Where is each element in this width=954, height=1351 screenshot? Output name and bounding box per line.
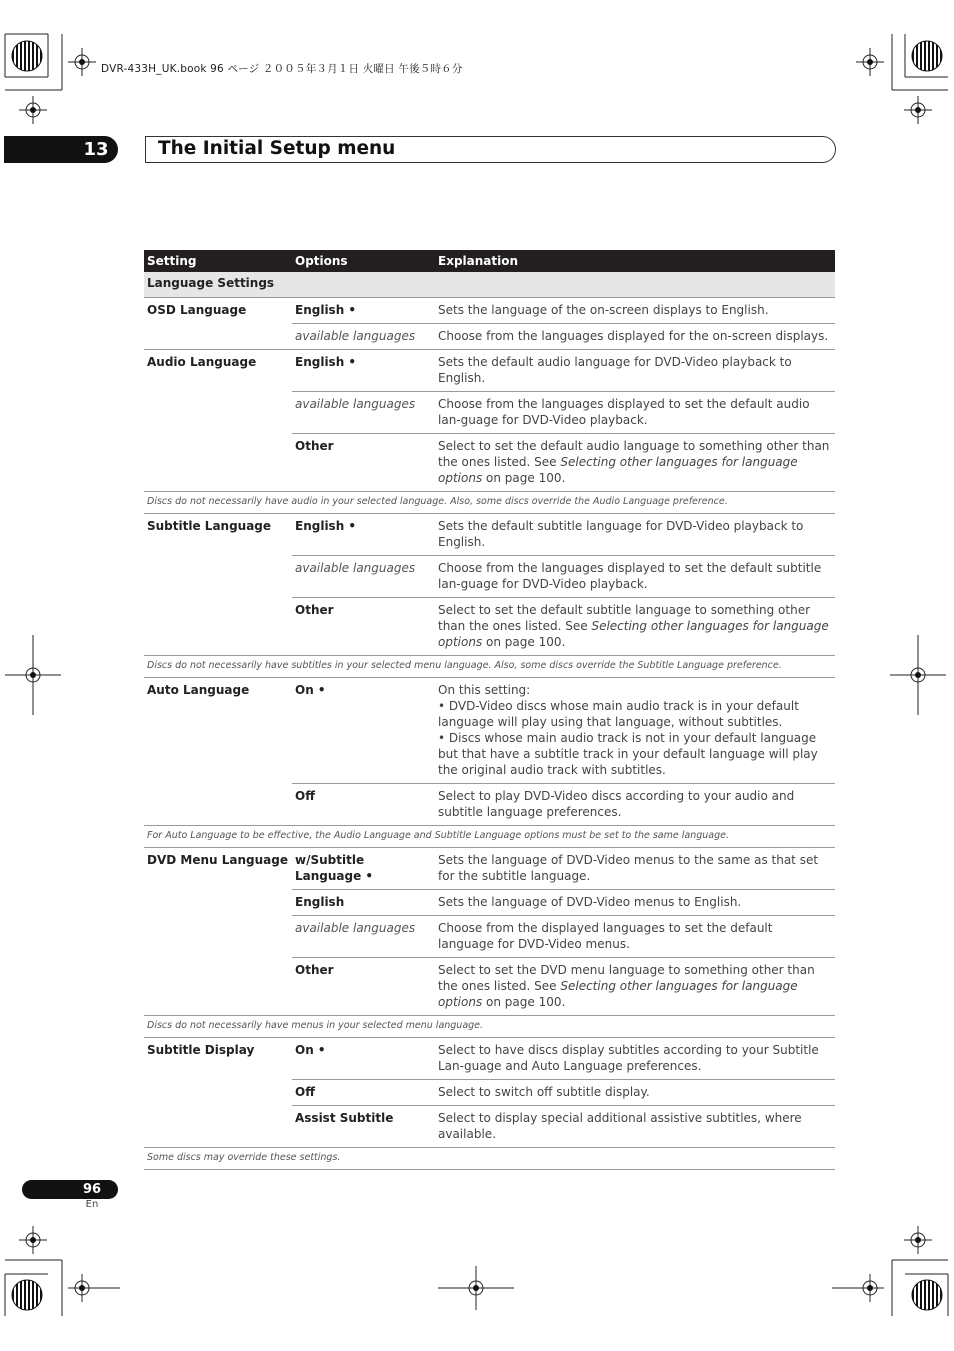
group-note: For Auto Language to be effective, the Audio Language and Subtitle Language options must be set to the same language.: [144, 826, 835, 848]
setting-empty: [144, 392, 292, 434]
header-setting: Setting: [144, 250, 292, 272]
table-row: [144, 1038, 835, 1080]
option-value: Off: [292, 784, 435, 826]
explanation-text: Select to have discs display subtitles according to your Subtitle Lan-guage and Auto Language preferences.: [438, 1043, 819, 1073]
setting-empty: [144, 916, 292, 958]
option-explanation: [435, 392, 835, 434]
table-row: [144, 890, 835, 916]
explanation-text: Select to set the default subtitle language to something other than the ones listed. See: [438, 603, 811, 633]
option-value: On •: [292, 678, 435, 784]
cross-reference: Selecting other languages for language options: [438, 455, 798, 485]
note-row: [144, 1016, 835, 1038]
header-options: Options: [292, 250, 435, 272]
option-explanation: [435, 556, 835, 598]
table-row: [144, 1106, 835, 1148]
table-header-row: [144, 250, 835, 272]
explanation-text: Choose from the languages displayed for the on-screen displays.: [438, 329, 829, 343]
option-value: English: [292, 890, 435, 916]
note-row: [144, 1148, 835, 1170]
setting-name: OSD Language: [144, 298, 292, 324]
table-row: [144, 434, 835, 492]
option-explanation: [435, 678, 835, 784]
table-row: [144, 916, 835, 958]
explanation-text: Choose from the displayed languages to set the default language for DVD-Video menus.: [438, 921, 773, 951]
page-language: En: [85, 1199, 99, 1210]
explanation-text: Sets the language of the on-screen displays to English.: [438, 303, 769, 317]
setting-empty: [144, 1106, 292, 1148]
explanation-line: • Discs whose main audio track is not in your default language but that have a subtitle track in your default language will play the original audio track with subtitles.: [438, 731, 818, 777]
option-explanation: [435, 324, 835, 350]
cross-reference: Selecting other languages for language options: [438, 619, 829, 649]
option-value: Assist Subtitle: [292, 1106, 435, 1148]
note-row: [144, 656, 835, 678]
option-value: Other: [292, 598, 435, 656]
chapter-number: 13: [83, 139, 109, 160]
explanation-text: Choose from the languages displayed to set the default audio lan-guage for DVD-Video playback.: [438, 397, 810, 427]
setting-empty: [144, 784, 292, 826]
page-title: The Initial Setup menu: [158, 138, 396, 159]
table-row: [144, 598, 835, 656]
option-value: Other: [292, 958, 435, 1016]
setting-name: Audio Language: [144, 350, 292, 392]
cross-reference: Selecting other languages for language options: [438, 979, 798, 1009]
setting-empty: [144, 890, 292, 916]
explanation-line: • DVD-Video discs whose main audio track is in your default language will play using that language, without subtitles.: [438, 699, 799, 729]
option-value: English •: [292, 514, 435, 556]
note-row: [144, 826, 835, 848]
setting-name: Subtitle Language: [144, 514, 292, 556]
option-value: English •: [292, 298, 435, 324]
setting-empty: [144, 1080, 292, 1106]
explanation-text: Select to set the default audio language to something other than the ones listed. See: [438, 439, 830, 469]
setting-empty: [144, 434, 292, 492]
explanation-tail: on page 100.: [482, 471, 566, 485]
setting-name: DVD Menu Language: [144, 848, 292, 890]
settings-table: [144, 250, 835, 1170]
section-row: [144, 272, 835, 298]
table-row: [144, 958, 835, 1016]
option-explanation: [435, 916, 835, 958]
option-explanation: [435, 1080, 835, 1106]
table-row: [144, 1080, 835, 1106]
option-explanation: [435, 890, 835, 916]
table-row: [144, 848, 835, 890]
table-row: [144, 556, 835, 598]
setting-empty: [144, 958, 292, 1016]
section-title: Language Settings: [144, 272, 835, 298]
option-explanation: [435, 784, 835, 826]
explanation-text: Sets the default subtitle language for DVD-Video playback to English.: [438, 519, 804, 549]
explanation-tail: on page 100.: [482, 995, 566, 1009]
option-value: available languages: [292, 916, 435, 958]
explanation-text: Sets the default audio language for DVD-Video playback to English.: [438, 355, 792, 385]
setting-empty: [144, 598, 292, 656]
explanation-tail: on page 100.: [482, 635, 566, 649]
option-explanation: [435, 350, 835, 392]
explanation-line: On this setting:: [438, 683, 531, 697]
table-row: [144, 298, 835, 324]
explanation-text: Sets the language of DVD-Video menus to the same as that set for the subtitle language.: [438, 853, 819, 883]
explanation-text: Choose from the languages displayed to set the default subtitle lan-guage for DVD-Video playback.: [438, 561, 822, 591]
table-row: [144, 350, 835, 392]
group-note: Discs do not necessarily have subtitles in your selected menu language. Also, some discs override the Subtitle Language preference.: [144, 656, 835, 678]
option-value: Other: [292, 434, 435, 492]
explanation-text: Select to display special additional assistive subtitles, where available.: [438, 1111, 802, 1141]
option-explanation: [435, 958, 835, 1016]
option-explanation: [435, 434, 835, 492]
explanation-text: Select to set the DVD menu language to something other than the ones listed. See: [438, 963, 815, 993]
group-note: Discs do not necessarily have audio in your selected language. Also, some discs override the Audio Language preference.: [144, 492, 835, 514]
option-value: On •: [292, 1038, 435, 1080]
explanation-text: Sets the language of DVD-Video menus to English.: [438, 895, 742, 909]
option-explanation: [435, 1038, 835, 1080]
option-value: English •: [292, 350, 435, 392]
setting-empty: [144, 556, 292, 598]
option-explanation: [435, 598, 835, 656]
table-row: [144, 514, 835, 556]
option-explanation: [435, 514, 835, 556]
option-value: w/Subtitle Language •: [292, 848, 435, 890]
option-value: available languages: [292, 324, 435, 350]
option-value: available languages: [292, 392, 435, 434]
table-row: [144, 324, 835, 350]
header-explanation: Explanation: [435, 250, 835, 272]
page-number: 96: [82, 1182, 102, 1197]
option-explanation: [435, 298, 835, 324]
file-header: DVR-433H_UK.book 96 ページ ２００５年３月１日 火曜日 午後５時６分: [101, 63, 463, 75]
setting-name: Auto Language: [144, 678, 292, 784]
option-explanation: [435, 1106, 835, 1148]
group-note: Some discs may override these settings.: [144, 1148, 835, 1170]
explanation-text: Select to play DVD-Video discs according to your audio and subtitle language preferences.: [438, 789, 795, 819]
table-row: [144, 678, 835, 784]
table-row: [144, 784, 835, 826]
explanation-text: Select to switch off subtitle display.: [438, 1085, 650, 1099]
option-value: available languages: [292, 556, 435, 598]
setting-name: Subtitle Display: [144, 1038, 292, 1080]
group-note: Discs do not necessarily have menus in your selected menu language.: [144, 1016, 835, 1038]
option-explanation: [435, 848, 835, 890]
note-row: [144, 492, 835, 514]
setting-empty: [144, 324, 292, 350]
option-value: Off: [292, 1080, 435, 1106]
table-row: [144, 392, 835, 434]
